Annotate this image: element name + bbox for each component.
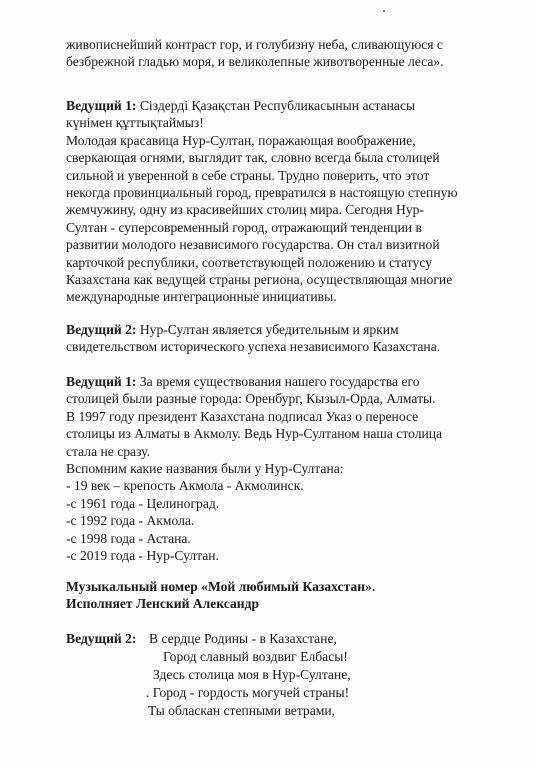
poem-line: Город славный воздвиг Елбасы! (163, 649, 348, 664)
text-line (66, 321, 506, 338)
text-line: Вспомним какие названия были у Нур-Султана: (66, 461, 344, 477)
text-line: күнімен құттықтаймыз! (66, 115, 204, 131)
text-line: сильной и уверенной в себе страны. Трудно поверить, что этот (66, 167, 430, 183)
text-line: Казахстана как ведущей страны региона, осуществляющая многие (66, 272, 453, 288)
text-line: живописнейший контраст гор, и голубизну неба, сливающуюся с (66, 37, 443, 52)
paragraph-music-number (66, 578, 506, 613)
text-line: -с 1992 года - Акмола. (66, 513, 195, 529)
text-line: столицы из Алматы в Акмолу. Ведь Нур-Султаном наша столица (66, 426, 443, 442)
text-line: стала не сразу. (66, 443, 150, 459)
scan-speck (383, 10, 385, 12)
text-line: -с 1998 года - Астана. (66, 530, 191, 546)
paragraph-host1-greeting (66, 97, 506, 306)
text-line: жемчужину, одну из красивейших столиц мира. Сегодня Нур- (66, 202, 424, 218)
text-fragment: Сіздерді Қазақстан Республикасынын астанасы (136, 98, 416, 113)
text-line: - 19 век – крепость Акмола - Акмолинск. (66, 478, 304, 494)
poem-line: Ты обласкан степными ветрами, (148, 703, 336, 718)
text-fragment: Нур-Султан является убедительным и ярким (136, 322, 399, 337)
paragraph-intro-quote (66, 36, 506, 71)
text-fragment: За время существования нашего государства его (136, 374, 420, 389)
poem-line: Здесь столица моя в Нур-Султане, (153, 667, 351, 682)
speaker-label: Ведущий 2: (66, 322, 137, 337)
text-line: свидетельством исторического успеха независимого Казахстана. (66, 339, 441, 355)
text-line: карточкой республики, соответствующей положению и статусу (66, 254, 432, 270)
text-line: столицей были разные города: Оренбург, Кызыл-Орда, Алматы. (66, 391, 436, 407)
text-line: -с 1961 года - Целиноград. (66, 495, 220, 511)
poem-line: . Город - гордость могучей страны! (146, 685, 350, 700)
text-line: сверкающая огнями, выглядит так, словно всегда была столицей (66, 150, 440, 166)
speaker-label: Ведущий 2: (66, 631, 137, 646)
paragraph-host1-history (66, 373, 506, 564)
text-line: развитии молодого независимого государства. Он стал визитной (66, 237, 440, 253)
speaker-label: Ведущий 1: (66, 98, 137, 113)
text-line: Исполняет Ленский Александр (66, 596, 260, 612)
text-line: Молодая красавица Нур-Султан, поражающая воображение, (66, 132, 416, 148)
text-line: В 1997 году президент Казахстана подписал Указ о переносе (66, 408, 419, 424)
text-line (66, 97, 506, 114)
text-line: Султан - суперсовременный город, отражающий тенденции в (66, 219, 422, 235)
text-line: Музыкальный номер «Мой любимый Казахстан». (66, 579, 376, 594)
text-line: безбрежной гладью моря, и великолепные животворенные леса». (66, 54, 444, 70)
speaker-label: Ведущий 1: (66, 374, 137, 389)
paragraph-host2-success (66, 321, 506, 356)
text-line: международные интеграционные инициативы. (66, 289, 337, 305)
text-line: -с 2019 года - Нур-Султан. (66, 548, 219, 564)
text-line (66, 373, 506, 390)
text-line: некогда провинциальный город, превратился в настоящую степную (66, 185, 458, 201)
poem-line: В сердце Родины - в Казахстане, (149, 631, 337, 646)
